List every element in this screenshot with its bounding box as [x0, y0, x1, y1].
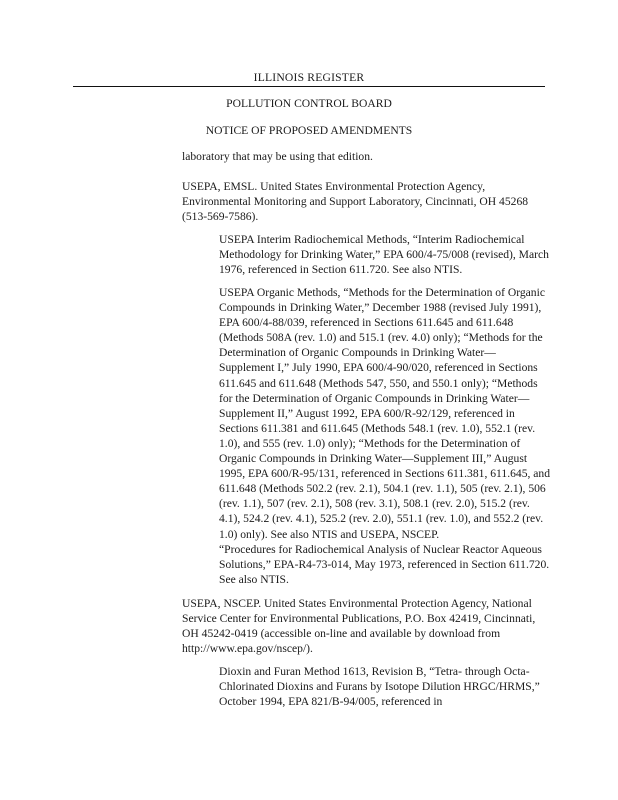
paragraph-continuation: laboratory that may be using that edition. [182, 150, 373, 163]
paragraph-usepa-nscep: USEPA, NSCEP. United States Environmental Protection Agency, National Service Center for Environmental Publications, P.O. Box 42419, Cincinnati, OH 45242-0419 (accessible on-line and available by download from http://www.epa.gov/nscep/). [182, 597, 536, 656]
header-rule [73, 86, 545, 87]
paragraph-dioxin-method: Dioxin and Furan Method 1613, Revision B, “Tetra- through Octa-Chlorinated Dioxins and Furans by Isotope Dilution HRGC/HRMS,” October 1994, EPA 821/B-94/005, referenced in [219, 665, 540, 709]
paragraph-interim-radiochemical: USEPA Interim Radiochemical Methods, “Interim Radiochemical Methodology for Drinking Water,” EPA 600/4-75/008 (revised), March 1976, referenced in Section 611.720. See also NTIS. [219, 233, 549, 277]
paragraph-organic-methods: USEPA Organic Methods, “Methods for the Determination of Organic Compounds in Drinking Water,” December 1988 (revised July 1991), EPA 600/4-88/039, referenced in Sections 611.645 and 611.648 (Methods 508A (rev. 1.0) and 515.1 (rev. 4.0) only); “Methods for the Determination of Organic Compounds in Drinking Water—Supplement I,” July 1990, EPA 600/4-90/020, referenced in Sections 611.645 and 611.648 (Methods 547, 550, and 550.1 only); “Methods for the Determination of Organic Compounds in Drinking Water—Supplement II,” August 1992, EPA 600/R-92/129, referenced in Sections 611.381 and 611.645 (Methods 548.1 (rev. 1.0), 552.1 (rev. 1.0), and 555 (rev. 1.0) only); “Methods for the Determination of Organic Compounds in Drinking Water—Supplement III,” August 1995, EPA 600/R-95/131, referenced in Sections 611.381, 611.645, and 611.648 (Methods 502.2 (rev. 2.1), 504.1 (rev. 1.1), 505 (rev. 2.1), 506 (rev. 1.1), 507 (rev. 2.1), 508 (rev. 3.1), 508.1 (rev. 2.0), 515.2 (rev. 4.1), 524.2 (rev. 4.1), 525.2 (rev. 2.0), 551.1 (rev. 1.0), and 552.2 (rev. 1.0) only). See also NTIS and USEPA, NSCEP. [219, 286, 551, 541]
notice-title: NOTICE OF PROPOSED AMENDMENTS [205, 124, 413, 137]
board-name: POLLUTION CONTROL BOARD [226, 97, 392, 110]
paragraph-usepa-emsl: USEPA, EMSL. United States Environmental Protection Agency, Environmental Monitoring and Support Laboratory, Cincinnati, OH 45268 (513-569-7586). [182, 180, 529, 224]
paragraph-radiochemical-procedures: “Procedures for Radiochemical Analysis of Nuclear Reactor Aqueous Solutions,” EPA-R4-73-014, May 1973, referenced in Section 611.720. See also NTIS. [219, 543, 550, 587]
register-title: ILLINOIS REGISTER [253, 71, 365, 84]
